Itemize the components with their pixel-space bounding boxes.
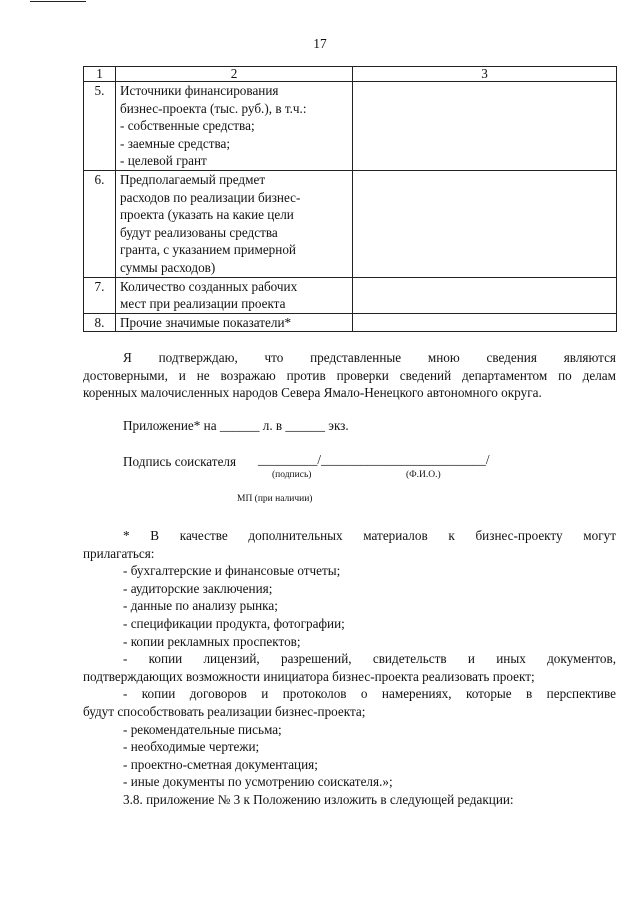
- row-text-line: - целевой грант: [120, 153, 207, 169]
- footnote-intro: * В качестве дополнительных материалов к бизнес-проекту могут: [123, 528, 616, 543]
- row-description: [116, 277, 353, 313]
- row-text-line: - собственные средства;: [120, 118, 255, 134]
- signature-label: Подпись соискателя: [123, 454, 237, 469]
- confirmation-line: достоверными, и не возражаю против проверки сведений департаментом по делам: [83, 367, 616, 383]
- page-number: 17: [313, 36, 327, 51]
- row-number: 5.: [84, 82, 116, 171]
- row-value[interactable]: [353, 277, 617, 313]
- row-text-line: Предполагаемый предмет: [120, 171, 266, 187]
- footnote-intro: прилагаться:: [83, 545, 155, 561]
- row-value[interactable]: [353, 82, 617, 171]
- table-header-cell: 1: [84, 67, 116, 82]
- stamp-label: МП (при наличии): [237, 494, 313, 504]
- project-info-table: [83, 66, 617, 332]
- row-value[interactable]: [353, 170, 617, 277]
- row-text-line: - заемные средства;: [120, 135, 231, 151]
- list-item: будут способствовать реализации бизнес-проекта;: [83, 703, 366, 719]
- table-row: [84, 82, 617, 171]
- table-header-cell: 2: [116, 67, 353, 82]
- confirmation-paragraph: [83, 349, 616, 402]
- row-text-line: расходов по реализации бизнес-: [120, 189, 301, 205]
- list-item: - аудиторские заключения;: [123, 580, 273, 596]
- top-edge-rule: [30, 1, 86, 2]
- list-item: - данные по анализу рынка;: [123, 598, 278, 614]
- table-header-row: [84, 67, 617, 82]
- table-header-cell: 3: [353, 67, 617, 82]
- list-item: - иные документы по усмотрению соискателя.»;: [123, 774, 393, 790]
- amendment-line: 3.8. приложение № 3 к Положению изложить в следующей редакции:: [123, 791, 514, 807]
- row-text-line: Источники финансирования: [120, 83, 279, 98]
- row-text-line: Количество созданных рабочих: [120, 278, 298, 294]
- row-text-line: проекта (указать на какие цели: [120, 207, 294, 223]
- confirmation-line: коренных малочисленных народов Севера Ямало-Ненецкого автономного округа.: [83, 385, 542, 401]
- confirmation-line: Я подтверждаю, что представленные мною сведения являются: [123, 350, 616, 365]
- table-row: [84, 313, 617, 332]
- row-text-line: бизнес-проекта (тыс. руб.), в т.ч.:: [120, 100, 307, 116]
- row-description: [116, 82, 353, 171]
- list-item: - копии рекламных проспектов;: [123, 633, 301, 649]
- list-item: - спецификации продукта, фотографии;: [123, 615, 345, 631]
- row-description: [116, 170, 353, 277]
- row-description: [116, 313, 353, 332]
- row-number: 7.: [84, 277, 116, 313]
- row-number: 8.: [84, 313, 116, 332]
- row-text-line: Прочие значимые показатели*: [120, 314, 292, 330]
- table-row: [84, 170, 617, 277]
- table-row: [84, 277, 617, 313]
- row-text-line: гранта, с указанием примерной: [120, 242, 296, 258]
- row-text-line: мест при реализации проекта: [120, 296, 286, 312]
- signature-sub-label: (подпись): [272, 470, 312, 480]
- list-item: - проектно-сметная документация;: [123, 756, 318, 772]
- list-item: - бухгалтерские и финансовые отчеты;: [123, 563, 341, 579]
- list-item: - необходимые чертежи;: [123, 739, 260, 755]
- row-text-line: будут реализованы средства: [120, 224, 278, 240]
- name-sub-label: (Ф.И.О.): [406, 470, 441, 480]
- list-item: подтверждающих возможности инициатора бизнес-проекта реализовать проект;: [83, 668, 535, 684]
- list-item: - рекомендательные письма;: [123, 721, 282, 737]
- list-item: - копии договоров и протоколов о намерениях, которые в перспективе: [123, 686, 616, 702]
- row-value[interactable]: [353, 313, 617, 332]
- signature-blanks[interactable]: _________/_________________________/: [258, 452, 490, 467]
- row-text-line: суммы расходов): [120, 259, 216, 275]
- list-item: - копии лицензий, разрешений, свидетельств и иных документов,: [123, 651, 616, 667]
- appendix-line: Приложение* на ______ л. в ______ экз.: [123, 418, 349, 433]
- row-number: 6.: [84, 170, 116, 277]
- footnote-block: [83, 527, 616, 809]
